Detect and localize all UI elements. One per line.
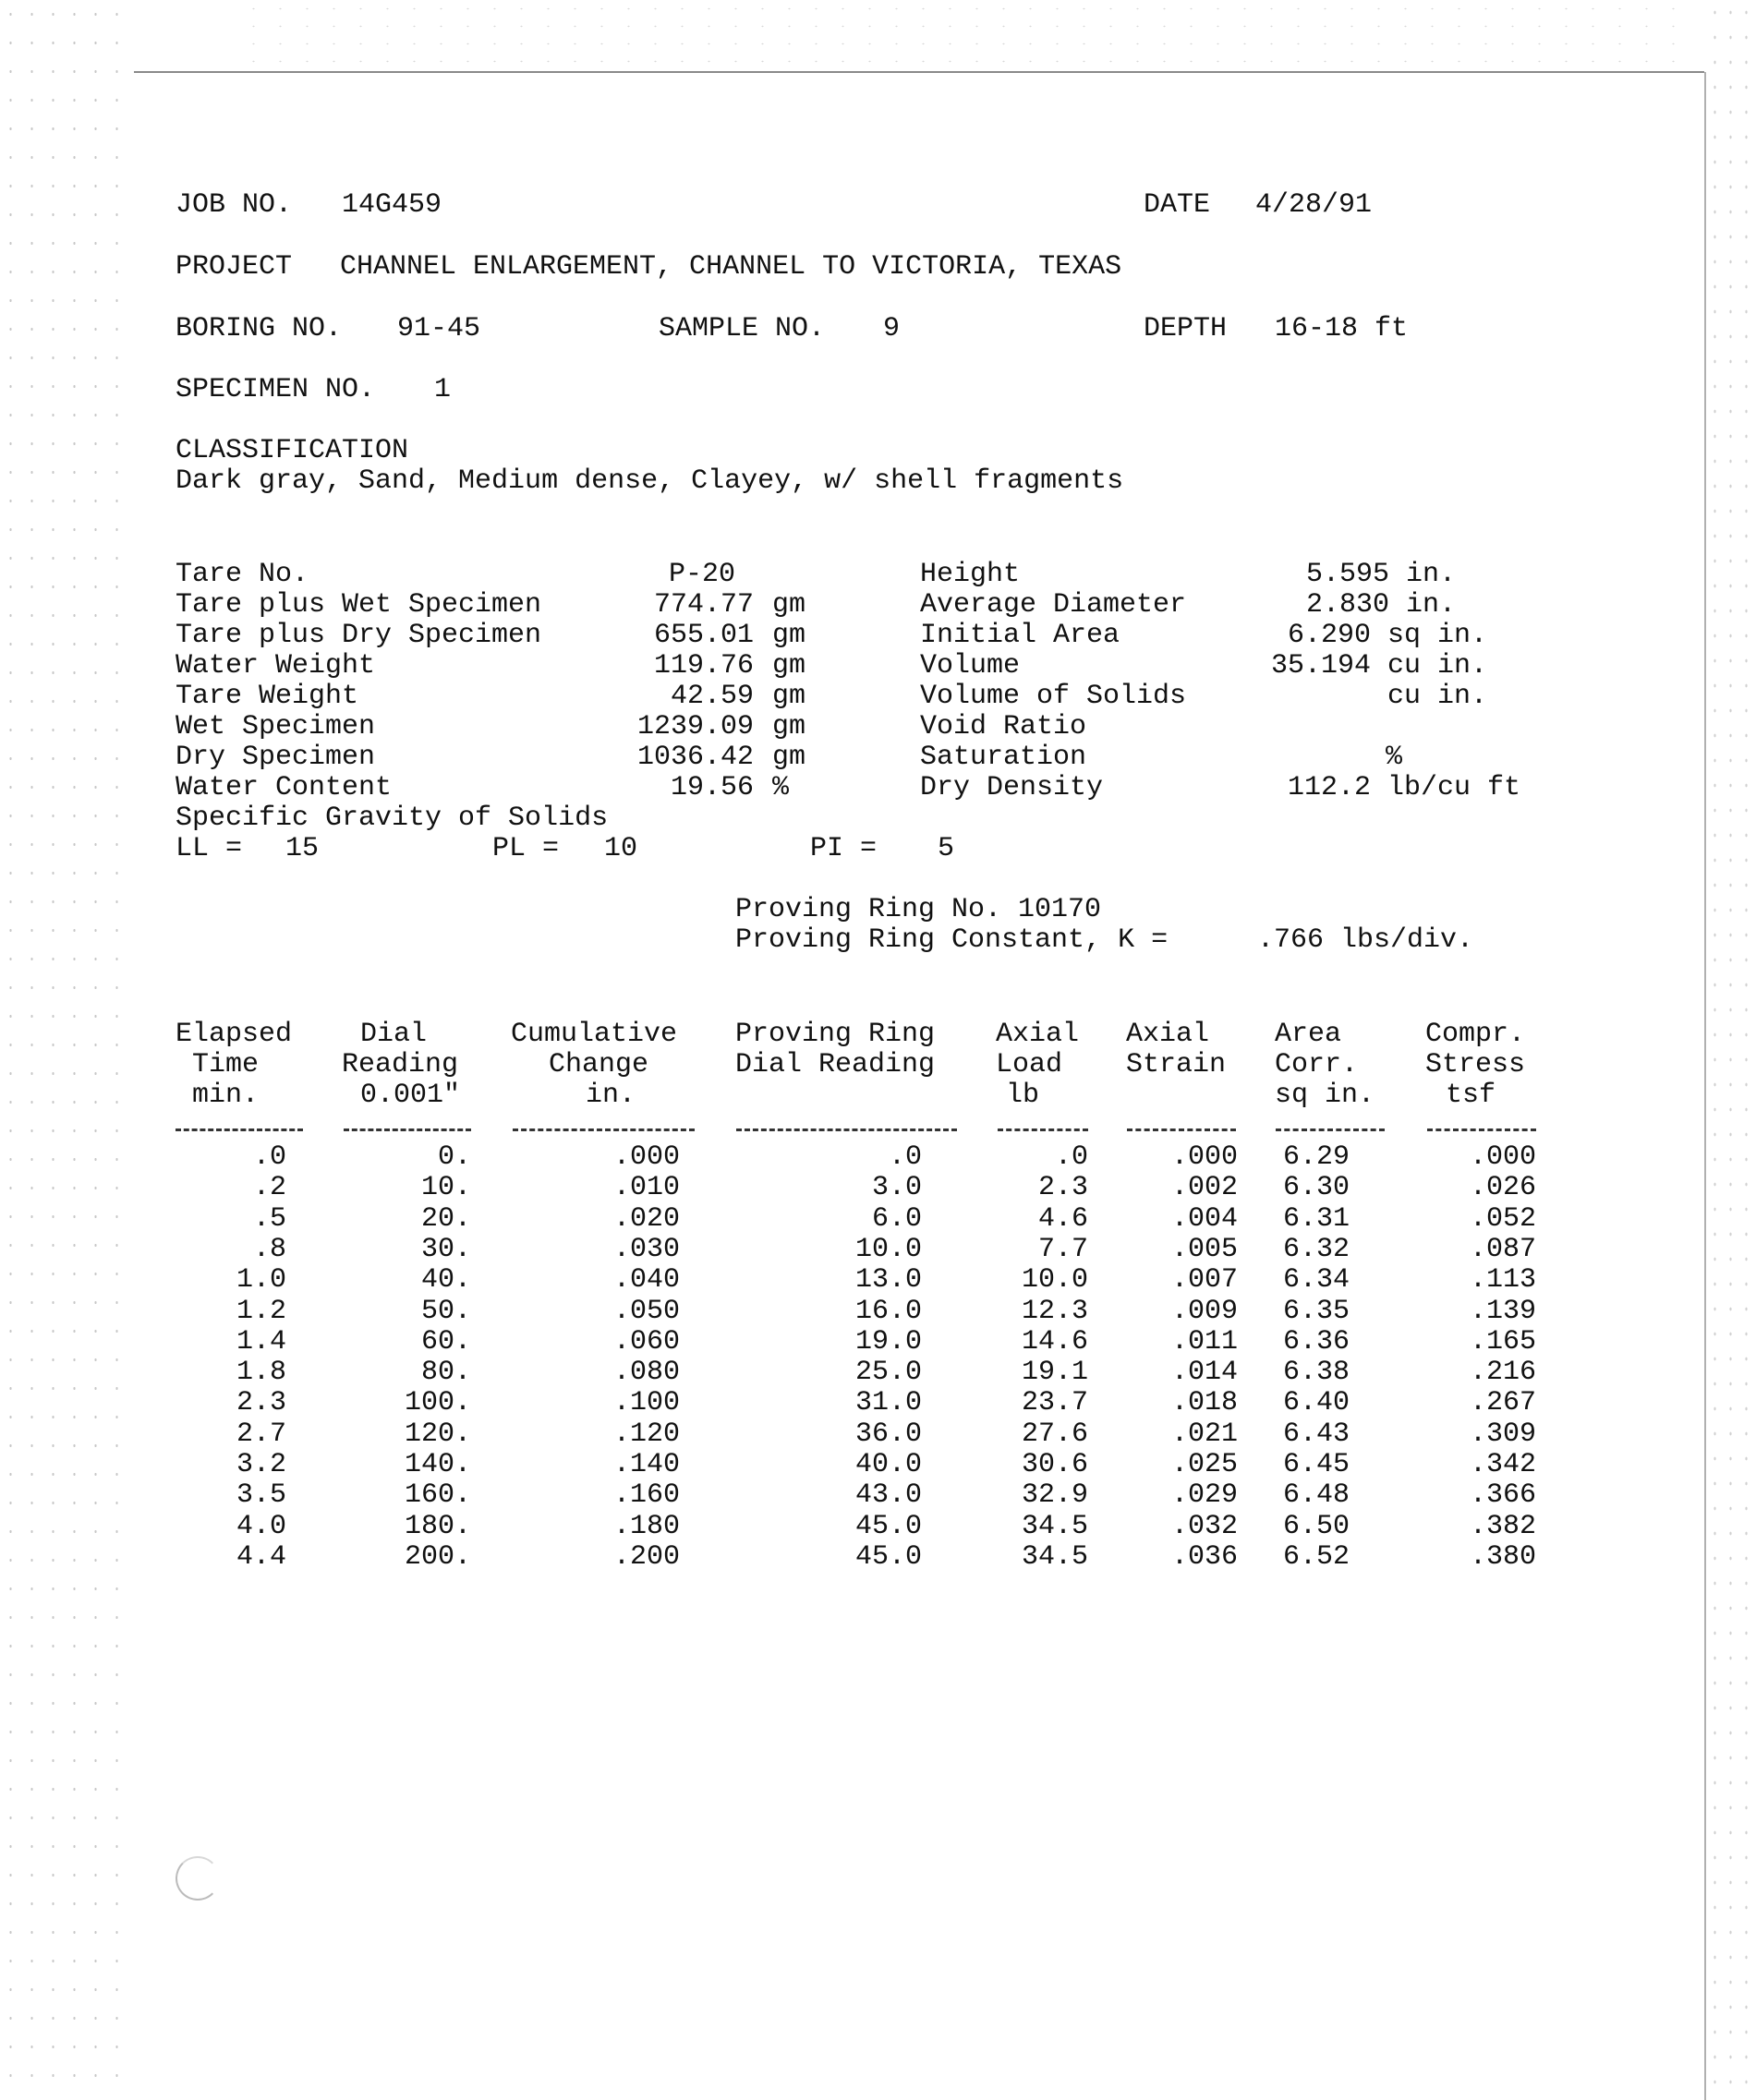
prop-unit: in. xyxy=(1406,589,1457,621)
table-cell: 6.45 xyxy=(1282,1449,1350,1480)
prop-unit: cu in. xyxy=(1387,681,1488,712)
project-value: CHANNEL ENLARGEMENT, CHANNEL TO VICTORIA, TEXAS xyxy=(340,251,1122,283)
prop-unit: gm xyxy=(772,589,806,621)
date-value: 4/28/91 xyxy=(1255,189,1373,221)
table-cell: .025 xyxy=(1170,1449,1238,1480)
table-cell: .0 xyxy=(1054,1141,1088,1173)
col-header-line: Time xyxy=(192,1049,260,1080)
table-row xyxy=(0,1325,1756,1358)
table-cell: .113 xyxy=(1469,1264,1536,1297)
table-row xyxy=(0,1297,1756,1328)
table-cell: .080 xyxy=(612,1357,680,1389)
table-cell: 6.32 xyxy=(1282,1233,1350,1265)
col-header-line: min. xyxy=(192,1080,260,1111)
depth-label: DEPTH xyxy=(1144,313,1228,344)
col-header-line: Compr. xyxy=(1425,1019,1526,1050)
table-cell: 6.30 xyxy=(1282,1172,1350,1204)
table-cell: .8 xyxy=(252,1233,286,1265)
punch-hole-mark xyxy=(176,1856,220,1901)
table-cell: .014 xyxy=(1170,1357,1238,1389)
table-cell: 1.2 xyxy=(236,1295,286,1327)
table-cell: .011 xyxy=(1170,1325,1238,1358)
table-cell: 1.8 xyxy=(236,1357,286,1389)
table-cell: 31.0 xyxy=(854,1387,922,1419)
ll-label: LL = xyxy=(176,833,243,864)
table-cell: 200. xyxy=(404,1540,471,1573)
prop-unit: % xyxy=(772,772,790,803)
table-cell: .139 xyxy=(1469,1295,1536,1327)
table-cell: 10.0 xyxy=(1021,1264,1088,1297)
table-row xyxy=(0,1510,1756,1543)
specific-gravity-label: Specific Gravity of Solids xyxy=(176,803,609,834)
table-cell: .029 xyxy=(1170,1479,1238,1512)
prop-label: Tare plus Dry Specimen xyxy=(176,620,542,651)
table-cell: .160 xyxy=(612,1479,680,1512)
table-cell: .366 xyxy=(1469,1479,1536,1512)
table-cell: .382 xyxy=(1469,1510,1536,1542)
header-underline xyxy=(176,1128,303,1131)
table-cell: .007 xyxy=(1170,1264,1238,1297)
table-cell: 6.35 xyxy=(1282,1295,1350,1327)
table-cell: 0. xyxy=(437,1141,471,1173)
table-row xyxy=(0,1266,1756,1297)
table-cell: .000 xyxy=(1170,1141,1238,1173)
table-cell: .309 xyxy=(1469,1418,1536,1450)
table-cell: .026 xyxy=(1469,1172,1536,1204)
table-cell: 34.5 xyxy=(1021,1510,1088,1542)
prop-unit: gm xyxy=(772,742,806,773)
col-header-line: Change xyxy=(549,1049,649,1080)
sample-value: 9 xyxy=(883,313,901,344)
col-header-line: sq in. xyxy=(1275,1080,1375,1111)
table-cell: 16.0 xyxy=(854,1295,922,1327)
project-label: PROJECT xyxy=(176,251,293,283)
classification-value: Dark gray, Sand, Medium dense, Clayey, w/ shell fragments xyxy=(176,465,1124,497)
prop-unit: gm xyxy=(772,620,806,651)
table-cell: .267 xyxy=(1469,1387,1536,1419)
table-cell: .036 xyxy=(1170,1540,1238,1573)
col-header-line: Reading xyxy=(342,1049,459,1080)
col-header-line: Strain xyxy=(1126,1049,1227,1080)
table-cell: 6.36 xyxy=(1282,1325,1350,1358)
table-row xyxy=(0,1540,1756,1574)
prop-label: Height xyxy=(920,559,1021,590)
col-header-line: in. xyxy=(586,1080,636,1111)
table-cell: .200 xyxy=(612,1540,680,1573)
table-cell: 32.9 xyxy=(1021,1479,1088,1512)
prop-value: 112.2 xyxy=(1287,772,1371,803)
table-cell: 20. xyxy=(420,1202,471,1235)
table-cell: 25.0 xyxy=(854,1357,922,1389)
table-cell: .342 xyxy=(1469,1449,1536,1480)
depth-value: 16-18 ft xyxy=(1275,313,1409,344)
prop-unit: % xyxy=(1386,742,1403,773)
prop-value: 2.830 xyxy=(1305,589,1389,621)
prop-value: 35.194 xyxy=(1270,650,1371,682)
prop-value: 119.76 xyxy=(653,650,754,682)
table-row xyxy=(0,1481,1756,1512)
table-cell: 30. xyxy=(420,1233,471,1265)
prop-value: 19.56 xyxy=(670,772,754,803)
table-row xyxy=(0,1358,1756,1389)
table-cell: .020 xyxy=(612,1202,680,1235)
header-underline xyxy=(344,1128,471,1131)
table-cell: 50. xyxy=(420,1295,471,1327)
col-header-line: Corr. xyxy=(1275,1049,1359,1080)
table-cell: 4.4 xyxy=(236,1540,286,1573)
table-cell: 10.0 xyxy=(854,1233,922,1265)
table-cell: 6.50 xyxy=(1282,1510,1350,1542)
table-cell: 1.4 xyxy=(236,1325,286,1358)
prop-value: 5.595 xyxy=(1305,559,1389,590)
header-underline xyxy=(1276,1128,1385,1131)
table-cell: 2.3 xyxy=(1037,1172,1088,1204)
col-header-line: 0.001" xyxy=(360,1080,461,1111)
table-cell: .021 xyxy=(1170,1418,1238,1450)
table-cell: 3.0 xyxy=(871,1172,922,1204)
prop-value: 42.59 xyxy=(670,681,754,712)
col-header-line: Axial xyxy=(996,1019,1080,1050)
table-cell: .380 xyxy=(1469,1540,1536,1573)
table-cell: 6.29 xyxy=(1282,1141,1350,1173)
table-cell: .005 xyxy=(1170,1233,1238,1265)
col-header-line: Dial xyxy=(360,1019,428,1050)
table-cell: 30.6 xyxy=(1021,1449,1088,1480)
table-cell: .165 xyxy=(1469,1325,1536,1358)
table-cell: 19.0 xyxy=(854,1325,922,1358)
prop-label: Tare plus Wet Specimen xyxy=(176,589,542,621)
table-cell: 160. xyxy=(404,1479,471,1512)
prop-unit: in. xyxy=(1406,559,1457,590)
scan-noise-top xyxy=(240,0,1681,65)
page-edge-top xyxy=(134,71,1704,73)
table-cell: .000 xyxy=(1469,1141,1536,1173)
header-underline xyxy=(1427,1128,1536,1131)
table-cell: 13.0 xyxy=(854,1264,922,1297)
table-cell: 4.0 xyxy=(236,1510,286,1542)
table-cell: 40.0 xyxy=(854,1449,922,1480)
table-cell: .004 xyxy=(1170,1202,1238,1235)
table-cell: .0 xyxy=(888,1141,922,1173)
proving-ring-constant-label: Proving Ring Constant, K = xyxy=(735,924,1169,956)
proving-ring-constant-value: .766 lbs/div. xyxy=(1257,924,1474,956)
boring-label: BORING NO. xyxy=(176,313,343,344)
table-cell: .0 xyxy=(252,1141,286,1173)
prop-label: Water Weight xyxy=(176,650,376,682)
table-cell: 27.6 xyxy=(1021,1418,1088,1450)
table-cell: 6.38 xyxy=(1282,1357,1350,1389)
table-cell: .009 xyxy=(1170,1295,1238,1327)
table-cell: 6.40 xyxy=(1282,1387,1350,1419)
table-cell: .050 xyxy=(612,1295,680,1327)
col-header-line: Elapsed xyxy=(176,1019,293,1050)
table-cell: .087 xyxy=(1469,1233,1536,1265)
table-cell: 100. xyxy=(404,1387,471,1419)
col-header-line: Dial Reading xyxy=(735,1049,936,1080)
pl-value: 10 xyxy=(604,833,638,864)
job-label: JOB NO. xyxy=(176,189,293,221)
table-cell: 34.5 xyxy=(1021,1540,1088,1573)
prop-unit: gm xyxy=(772,711,806,742)
prop-label: Volume xyxy=(920,650,1021,682)
table-row xyxy=(0,1451,1756,1481)
table-cell: 60. xyxy=(420,1325,471,1358)
table-cell: 3.2 xyxy=(236,1449,286,1480)
prop-label: Tare No. xyxy=(176,559,309,590)
prop-value: P-20 xyxy=(668,559,735,590)
col-header-line: Axial xyxy=(1126,1019,1210,1050)
prop-label: Tare Weight xyxy=(176,681,359,712)
scan-noise-right xyxy=(1707,0,1756,2100)
table-cell: 6.34 xyxy=(1282,1264,1350,1297)
table-cell: 40. xyxy=(420,1264,471,1297)
col-header-line: Area xyxy=(1275,1019,1342,1050)
prop-value: 655.01 xyxy=(653,620,754,651)
table-cell: 180. xyxy=(404,1510,471,1542)
specimen-value: 1 xyxy=(434,374,452,405)
table-cell: .140 xyxy=(612,1449,680,1480)
prop-label: Water Content xyxy=(176,772,393,803)
table-cell: .030 xyxy=(612,1233,680,1265)
prop-value: 1239.09 xyxy=(636,711,754,742)
header-underline xyxy=(513,1128,695,1131)
table-cell: .010 xyxy=(612,1172,680,1204)
scan-noise-left xyxy=(0,0,120,2100)
table-cell: .216 xyxy=(1469,1357,1536,1389)
table-cell: 2.7 xyxy=(236,1418,286,1450)
table-cell: 6.31 xyxy=(1282,1202,1350,1235)
table-row xyxy=(0,1233,1756,1266)
prop-label: Void Ratio xyxy=(920,711,1087,742)
prop-label: Wet Specimen xyxy=(176,711,376,742)
col-header-line: Proving Ring xyxy=(735,1019,936,1050)
table-cell: 19.1 xyxy=(1021,1357,1088,1389)
prop-label: Initial Area xyxy=(920,620,1120,651)
ll-value: 15 xyxy=(285,833,320,864)
table-cell: .120 xyxy=(612,1418,680,1450)
proving-ring-number: Proving Ring No. 10170 xyxy=(735,894,1102,925)
pi-value: 5 xyxy=(938,833,955,864)
table-cell: 12.3 xyxy=(1021,1295,1088,1327)
table-cell: .060 xyxy=(612,1325,680,1358)
boring-value: 91-45 xyxy=(397,313,481,344)
table-cell: 120. xyxy=(404,1418,471,1450)
table-cell: 3.5 xyxy=(236,1479,286,1512)
header-underline xyxy=(736,1128,957,1131)
table-cell: 45.0 xyxy=(854,1510,922,1542)
prop-value: 1036.42 xyxy=(636,742,754,773)
table-cell: .018 xyxy=(1170,1387,1238,1419)
col-header-line: tsf xyxy=(1446,1080,1496,1111)
table-cell: .040 xyxy=(612,1264,680,1297)
table-cell: .180 xyxy=(612,1510,680,1542)
table-cell: 80. xyxy=(420,1357,471,1389)
table-cell: 10. xyxy=(420,1172,471,1204)
table-row xyxy=(0,1389,1756,1419)
table-cell: 43.0 xyxy=(854,1479,922,1512)
table-cell: 6.52 xyxy=(1282,1540,1350,1573)
table-cell: 45.0 xyxy=(854,1540,922,1573)
table-cell: 6.0 xyxy=(871,1202,922,1235)
date-label: DATE xyxy=(1144,189,1211,221)
prop-unit: gm xyxy=(772,650,806,682)
header-underline xyxy=(1127,1128,1236,1131)
table-cell: 6.48 xyxy=(1282,1479,1350,1512)
prop-unit: lb/cu ft xyxy=(1387,772,1521,803)
table-cell: .2 xyxy=(252,1172,286,1204)
pi-label: PI = xyxy=(810,833,878,864)
page-edge-right xyxy=(1704,72,1706,2100)
table-cell: 140. xyxy=(404,1449,471,1480)
table-row xyxy=(0,1143,1756,1174)
col-header-line: Cumulative xyxy=(511,1019,678,1050)
prop-value: 6.290 xyxy=(1287,620,1371,651)
prop-label: Dry Density xyxy=(920,772,1104,803)
classification-label: CLASSIFICATION xyxy=(176,435,409,466)
pl-label: PL = xyxy=(492,833,560,864)
table-cell: 14.6 xyxy=(1021,1325,1088,1358)
table-cell: .032 xyxy=(1170,1510,1238,1542)
prop-label: Average Diameter xyxy=(920,589,1187,621)
col-header-line: Load xyxy=(996,1049,1063,1080)
table-cell: 2.3 xyxy=(236,1387,286,1419)
table-cell: 36.0 xyxy=(854,1418,922,1450)
prop-label: Dry Specimen xyxy=(176,742,376,773)
col-header-line: Stress xyxy=(1425,1049,1526,1080)
col-header-line: lb xyxy=(1006,1080,1040,1111)
job-value: 14G459 xyxy=(342,189,442,221)
table-row xyxy=(0,1202,1756,1236)
table-cell: .002 xyxy=(1170,1172,1238,1204)
table-row xyxy=(0,1174,1756,1204)
table-cell: 1.0 xyxy=(236,1264,286,1297)
prop-label: Saturation xyxy=(920,742,1087,773)
prop-unit: gm xyxy=(772,681,806,712)
prop-unit: sq in. xyxy=(1387,620,1488,651)
table-cell: .5 xyxy=(252,1202,286,1235)
sample-label: SAMPLE NO. xyxy=(659,313,826,344)
prop-value: 774.77 xyxy=(653,589,754,621)
specimen-label: SPECIMEN NO. xyxy=(176,374,376,405)
table-cell: .100 xyxy=(612,1387,680,1419)
prop-unit: cu in. xyxy=(1387,650,1488,682)
table-row xyxy=(0,1420,1756,1451)
table-cell: 23.7 xyxy=(1021,1387,1088,1419)
table-cell: 7.7 xyxy=(1037,1233,1088,1265)
header-underline xyxy=(998,1128,1088,1131)
prop-label: Volume of Solids xyxy=(920,681,1187,712)
table-cell: 6.43 xyxy=(1282,1418,1350,1450)
table-cell: .000 xyxy=(612,1141,680,1173)
table-cell: .052 xyxy=(1469,1202,1536,1235)
table-cell: 4.6 xyxy=(1037,1202,1088,1235)
